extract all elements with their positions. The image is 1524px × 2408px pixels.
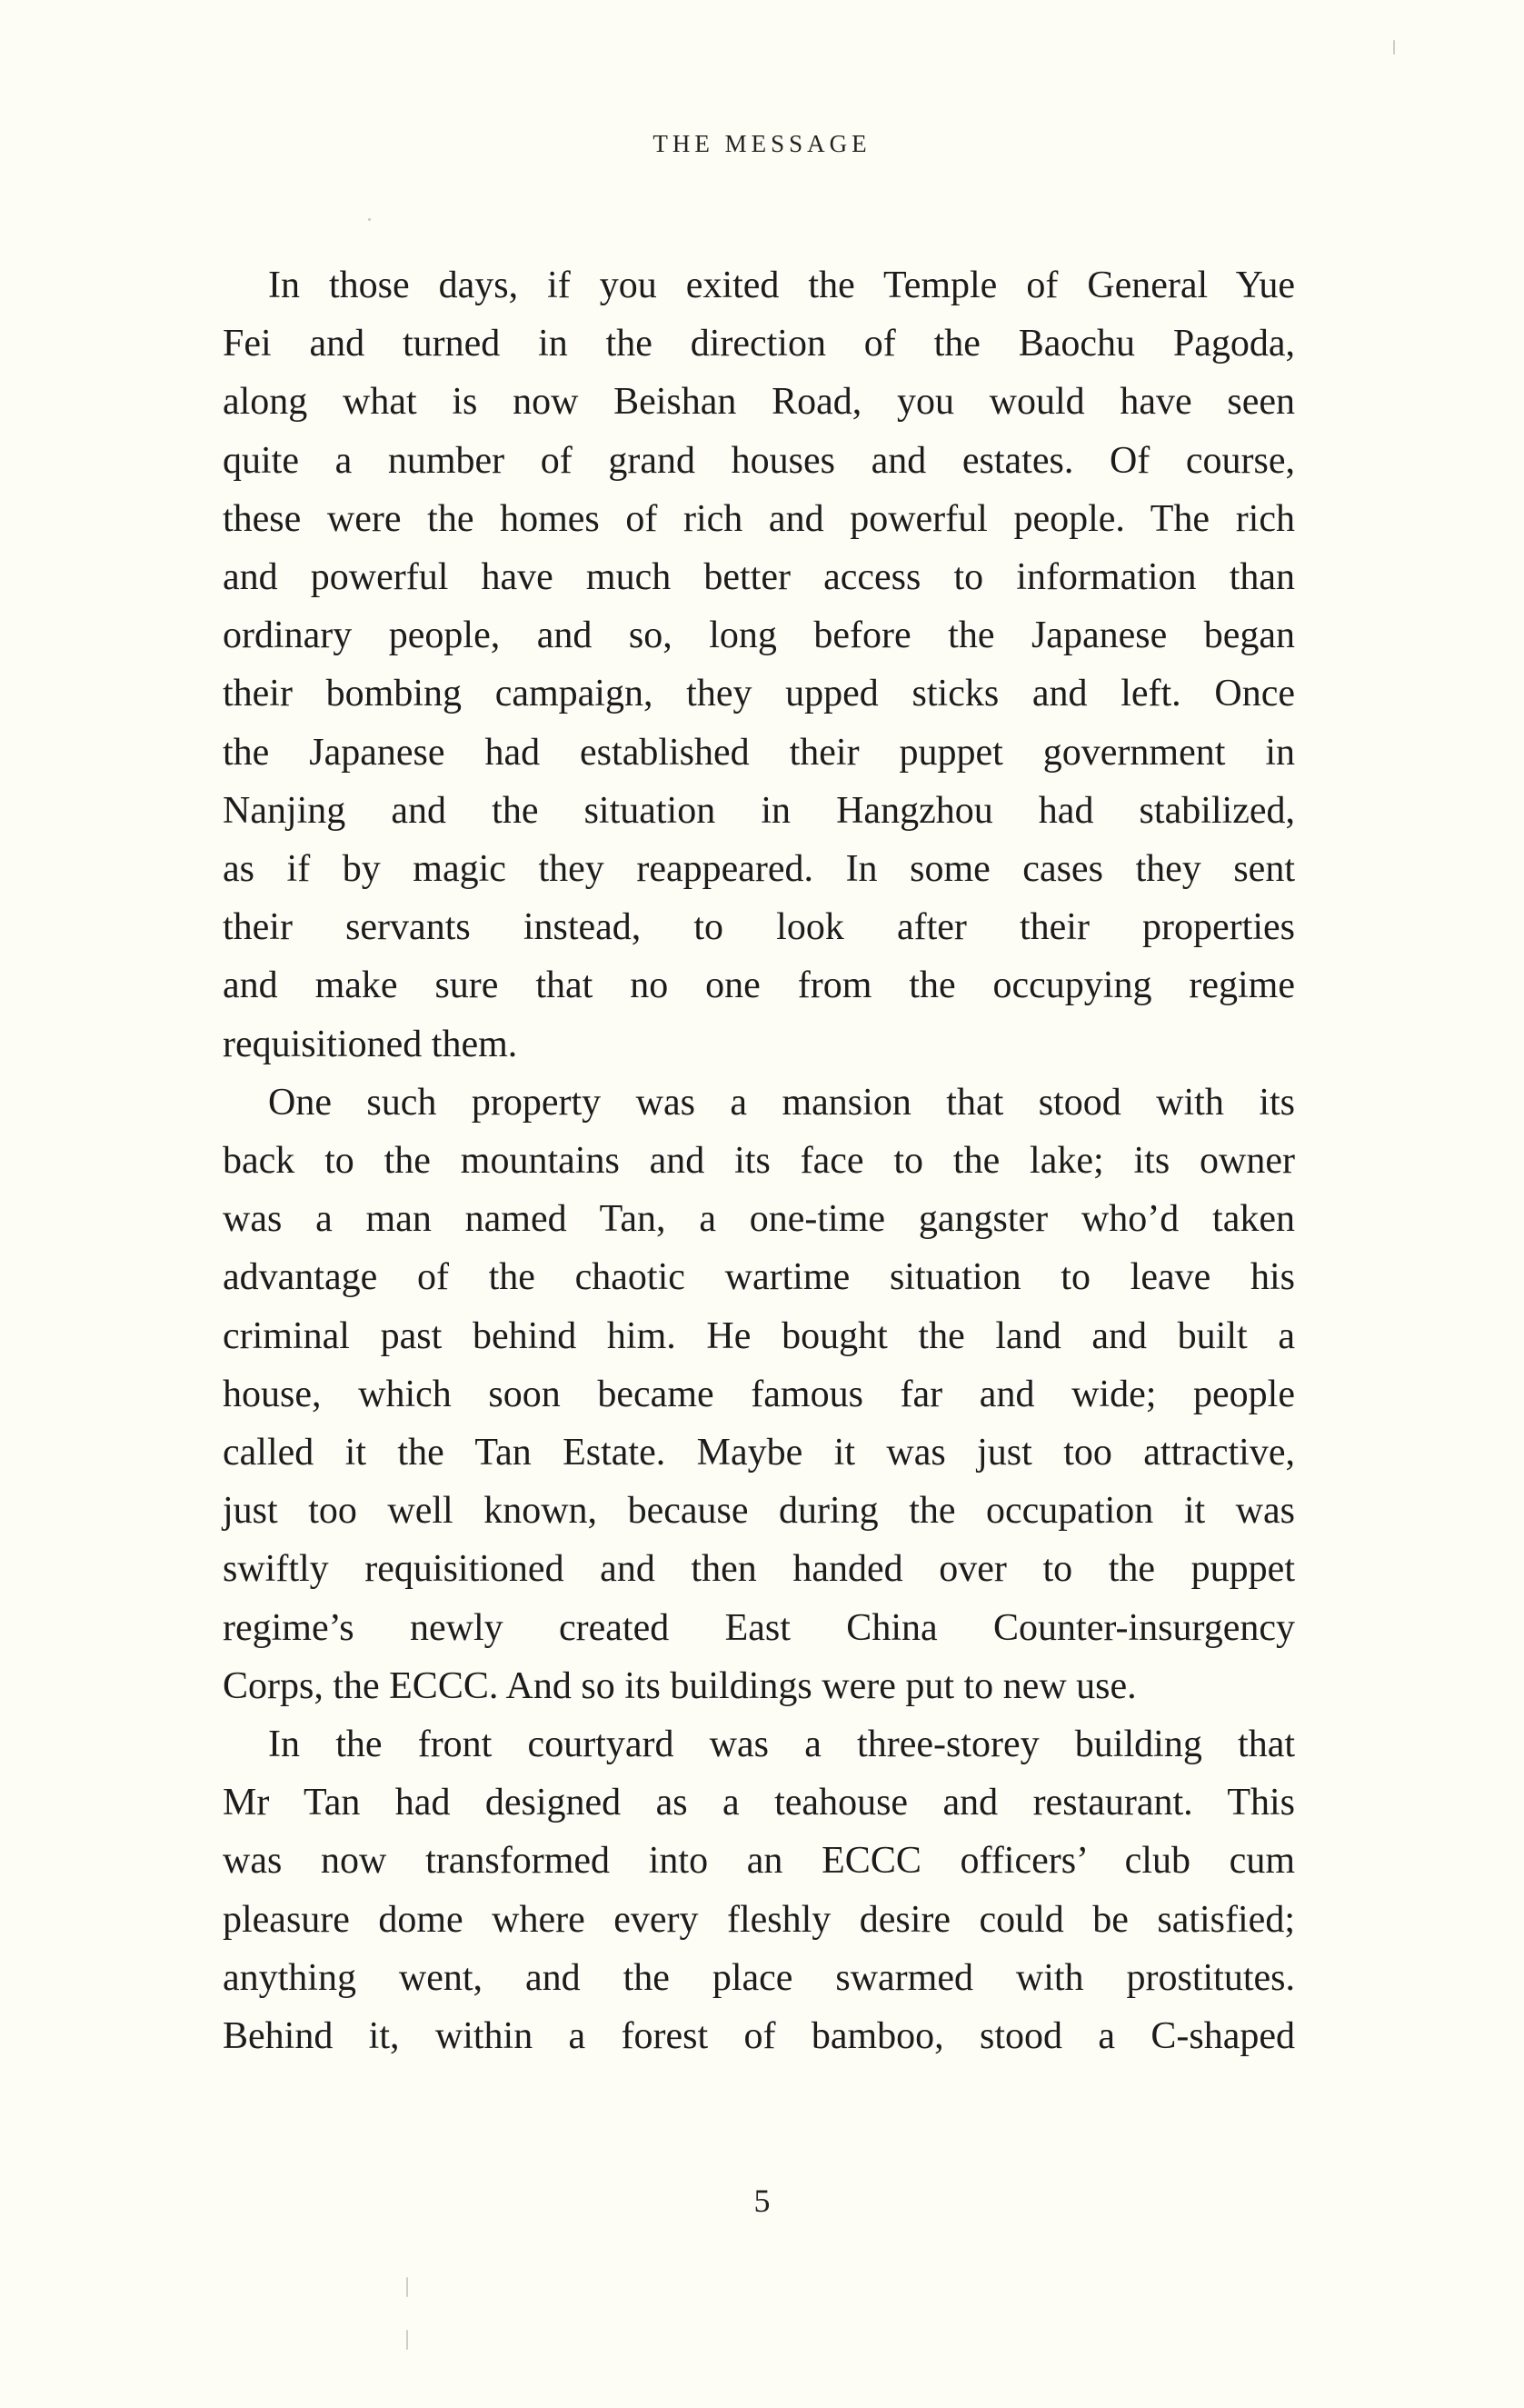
- text-line: and make sure that no one from the occupying regime: [223, 964, 1295, 1007]
- scan-speck: [368, 218, 371, 221]
- scan-speck: [1393, 40, 1395, 55]
- text-line: called it the Tan Estate. Maybe it was just too attractive,: [223, 1432, 1295, 1474]
- running-head: THE MESSAGE: [652, 130, 872, 157]
- text-line: Mr Tan had designed as a teahouse and restaurant. This: [223, 1782, 1295, 1824]
- text-line: and powerful have much better access to information than: [223, 556, 1295, 599]
- text-line: Corps, the ECCC. And so its buildings were put to new use.: [223, 1664, 1137, 1707]
- paragraph-1: [223, 256, 1295, 1074]
- scan-speck: [406, 2277, 408, 2297]
- paragraph-3: [223, 1715, 1295, 2065]
- text-line: Behind it, within a forest of bamboo, stood a C-shaped: [223, 2015, 1295, 2058]
- text-line: just too well known, because during the occupation it was: [223, 1490, 1295, 1533]
- text-line: In the front courtyard was a three-storey building that: [268, 1724, 1295, 1766]
- text-line: as if by magic they reappeared. In some cases they sent: [223, 848, 1295, 891]
- scan-speck: [406, 2330, 408, 2350]
- text-line: back to the mountains and its face to the lake; its owner: [223, 1140, 1295, 1183]
- text-line: advantage of the chaotic wartime situation to leave his: [223, 1256, 1295, 1299]
- text-line: their bombing campaign, they upped sticks and left. Once: [223, 673, 1295, 715]
- text-line: Fei and turned in the direction of the Baochu Pagoda,: [223, 323, 1295, 365]
- text-line: swiftly requisitioned and then handed over to the puppet: [223, 1548, 1295, 1591]
- text-line: requisitioned them.: [223, 1023, 518, 1065]
- text-line: regime’s newly created East China Counter-insurgency: [223, 1606, 1295, 1649]
- paragraph-2: [223, 1074, 1295, 1715]
- text-line: anything went, and the place swarmed with prostitutes.: [223, 1956, 1295, 1999]
- text-line: the Japanese had established their puppet government in: [223, 731, 1295, 774]
- text-line: along what is now Beishan Road, you would have seen: [223, 381, 1295, 424]
- text-line: In those days, if you exited the Temple of General Yue: [268, 265, 1295, 306]
- text-line: One such property was a mansion that stood with its: [268, 1081, 1295, 1124]
- text-line: criminal past behind him. He bought the land and built a: [223, 1314, 1295, 1357]
- text-line: their servants instead, to look after their properties: [223, 906, 1295, 949]
- text-line: ordinary people, and so, long before the Japanese began: [223, 614, 1295, 657]
- text-line: was a man named Tan, a one-time gangster who’d taken: [223, 1198, 1295, 1241]
- text-line: quite a number of grand houses and estates. Of course,: [223, 439, 1295, 482]
- text-line: was now transformed into an ECCC officers’ club cum: [223, 1840, 1295, 1883]
- page-number: 5: [753, 2183, 771, 2219]
- text-line: pleasure dome where every fleshly desire could be satisfied;: [223, 1898, 1295, 1941]
- text-line: house, which soon became famous far and wide; people: [223, 1373, 1295, 1415]
- text-line: these were the homes of rich and powerful people. The rich: [223, 497, 1295, 540]
- text-line: Nanjing and the situation in Hangzhou had stabilized,: [223, 789, 1295, 832]
- body-text: [223, 256, 1295, 2065]
